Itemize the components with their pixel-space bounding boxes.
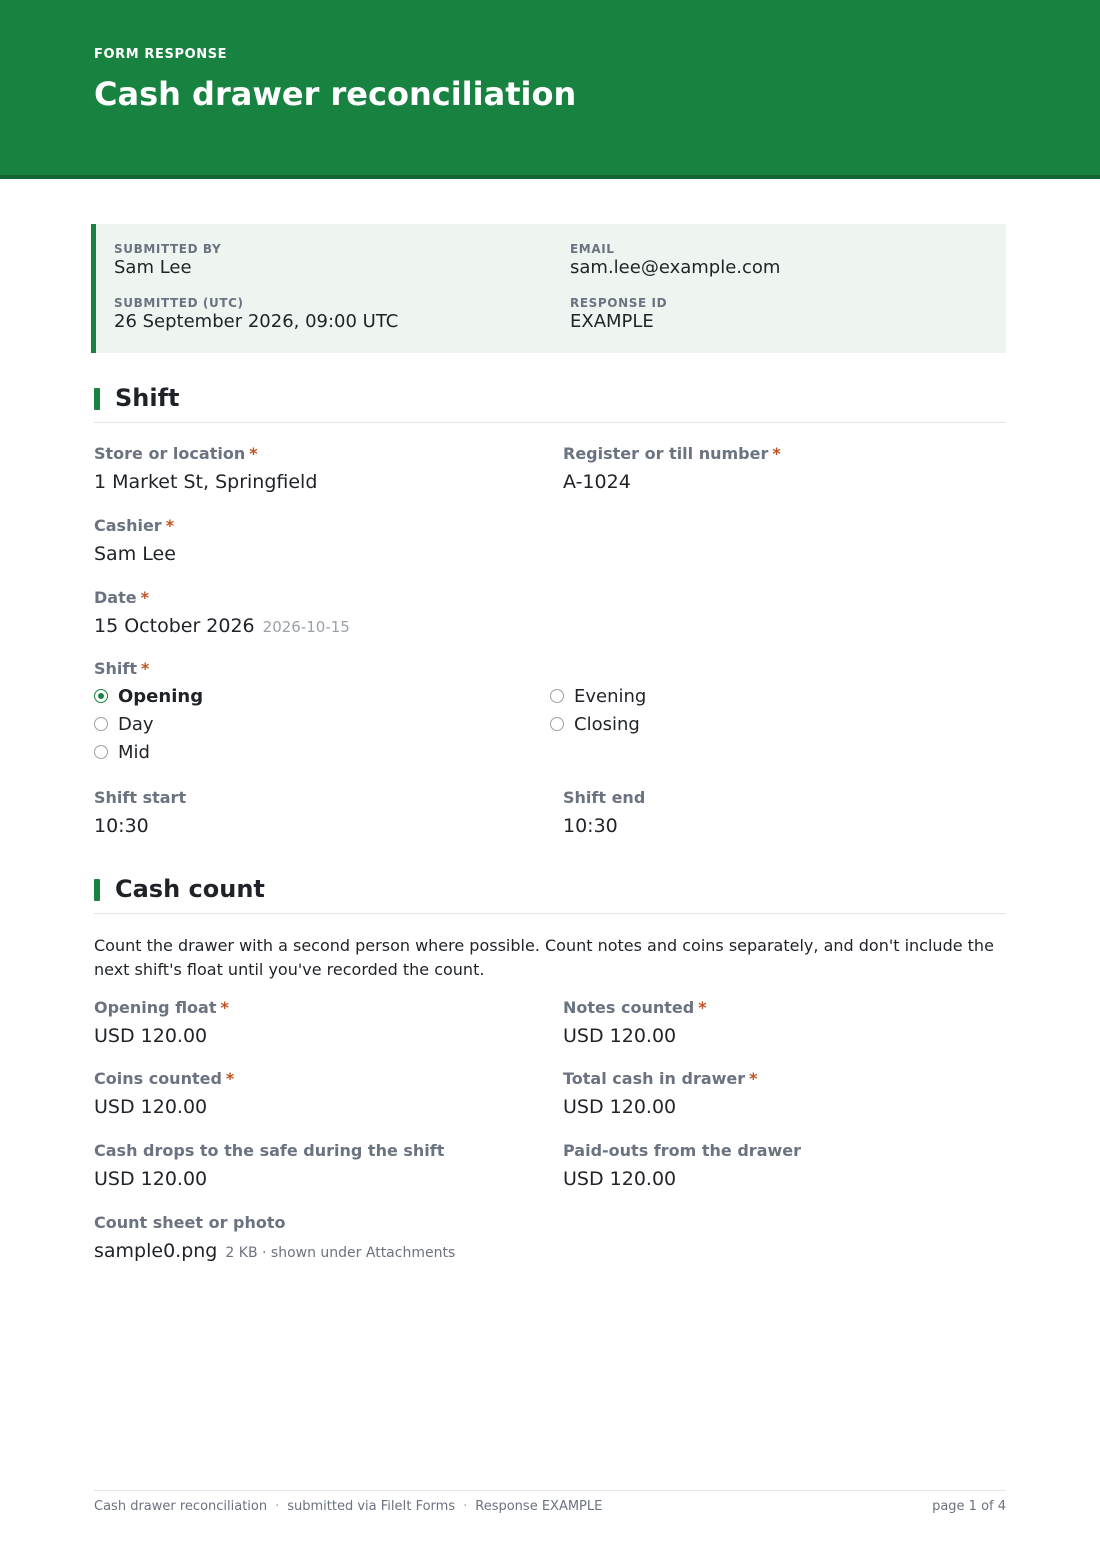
field-value: USD 120.00 — [563, 1096, 677, 1118]
field-value: USD 120.00 — [94, 1168, 208, 1190]
field-coins-counted — [94, 1069, 234, 1119]
required-marker: * — [249, 444, 258, 463]
field-label: Total cash in drawer * — [563, 1069, 758, 1088]
required-marker: * — [225, 1069, 235, 1088]
submission-meta-panel — [91, 224, 1006, 353]
section-title: Cash count — [115, 875, 265, 903]
submitted-utc-label: SUBMITTED (UTC) — [114, 296, 244, 310]
page-footer — [94, 1490, 1006, 1521]
radio-unchecked-icon — [94, 745, 108, 759]
section-title: Shift — [115, 384, 180, 412]
page-title: Cash drawer reconciliation — [94, 75, 577, 113]
field-value: 1 Market St, Springfield — [94, 471, 318, 493]
section-accent-bar — [94, 879, 100, 901]
required-marker: * — [140, 588, 149, 607]
email — [570, 241, 780, 279]
field-store — [94, 444, 317, 494]
field-shift — [94, 659, 149, 679]
field-label: Cash drops to the safe during the shift — [94, 1141, 445, 1160]
submitted-utc — [114, 295, 398, 333]
section-cash-count — [94, 867, 1006, 914]
radio-option-mid[interactable] — [94, 740, 150, 764]
submitted-utc-value: 26 September 2026, 09:00 UTC — [114, 311, 399, 332]
response-id-value: EXAMPLE — [570, 311, 654, 332]
field-opening-float — [94, 998, 229, 1048]
required-marker: * — [749, 1069, 758, 1088]
field-value: 10:30 — [94, 815, 149, 837]
field-label: Count sheet or photo — [94, 1213, 286, 1232]
radio-unchecked-icon — [94, 717, 108, 731]
field-label: Notes counted * — [563, 998, 707, 1017]
radio-option-opening[interactable] — [94, 684, 203, 708]
field-label: Store or location * — [94, 444, 258, 463]
submitted-by-label: SUBMITTED BY — [114, 242, 222, 256]
page-number: page 1 of 4 — [932, 1499, 1006, 1514]
field-total-cash — [563, 1069, 758, 1119]
field-label: Shift * — [94, 659, 150, 678]
radio-label: Opening — [118, 685, 204, 707]
field-label: Cashier * — [94, 516, 175, 535]
field-cash-drops — [94, 1141, 444, 1191]
field-notes-counted — [563, 998, 707, 1048]
form-response-kicker: FORM RESPONSE — [94, 47, 228, 62]
email-value: sam.lee@example.com — [570, 257, 781, 278]
footer-info: Cash drawer reconciliation · submitted via FileIt Forms · Response EXAMPLE — [94, 1499, 603, 1514]
required-marker: * — [220, 998, 229, 1017]
field-value: A-1024 — [563, 471, 631, 493]
field-count-sheet — [94, 1213, 455, 1265]
header-banner — [0, 0, 1100, 179]
section-shift — [94, 376, 1006, 423]
radio-option-closing[interactable] — [550, 712, 640, 736]
radio-option-day[interactable] — [94, 712, 154, 736]
footer-form-name: Cash drawer reconciliation — [94, 1499, 268, 1514]
field-register — [563, 444, 781, 494]
field-value: USD 120.00 — [563, 1025, 677, 1047]
field-label: Coins counted * — [94, 1069, 235, 1088]
iso-date-hint: 2026-10-15 — [262, 618, 350, 636]
cash-count-description: Count the drawer with a second person where possible. Count notes and coins separately, and don't include the next shift's float until you've recorded the count. — [94, 936, 994, 979]
response-id-label: RESPONSE ID — [570, 296, 668, 310]
field-value — [94, 1239, 455, 1265]
radio-label: Closing — [574, 713, 640, 735]
radio-label: Day — [118, 713, 154, 735]
radio-checked-icon — [94, 689, 108, 703]
attachment-filename[interactable]: sample0.png — [94, 1240, 218, 1262]
required-marker: * — [772, 444, 781, 463]
field-value: USD 120.00 — [94, 1096, 208, 1118]
response-id — [570, 295, 667, 333]
field-label: Shift end — [563, 788, 646, 807]
required-marker: * — [698, 998, 707, 1017]
field-value: Sam Lee — [94, 543, 176, 565]
field-value: 15 October 2026 2026-10-15 — [94, 615, 350, 637]
required-marker: * — [141, 659, 150, 678]
field-shift-end — [563, 788, 645, 838]
email-label: EMAIL — [570, 242, 615, 256]
radio-option-evening[interactable] — [550, 684, 646, 708]
field-label: Shift start — [94, 788, 187, 807]
field-paid-outs — [563, 1141, 801, 1191]
field-label: Opening float * — [94, 998, 229, 1017]
field-shift-start — [94, 788, 186, 838]
field-label: Date * — [94, 588, 149, 607]
radio-label: Mid — [118, 741, 150, 763]
submitted-by-value: Sam Lee — [114, 257, 192, 278]
field-label: Paid-outs from the drawer — [563, 1141, 802, 1160]
field-value: USD 120.00 — [94, 1025, 208, 1047]
radio-unchecked-icon — [550, 689, 564, 703]
radio-unchecked-icon — [550, 717, 564, 731]
radio-label: Evening — [574, 685, 647, 707]
field-cashier — [94, 516, 176, 566]
required-marker: * — [165, 516, 175, 535]
footer-response: Response EXAMPLE — [475, 1499, 603, 1514]
footer-via: submitted via FileIt Forms — [287, 1499, 456, 1514]
attachment-note: 2 KB · shown under Attachments — [225, 1245, 456, 1261]
section-accent-bar — [94, 388, 100, 410]
field-label: Register or till number * — [563, 444, 781, 463]
submitted-by — [114, 241, 221, 279]
field-date — [94, 588, 350, 639]
field-value: 10:30 — [563, 815, 618, 837]
field-value: USD 120.00 — [563, 1168, 677, 1190]
